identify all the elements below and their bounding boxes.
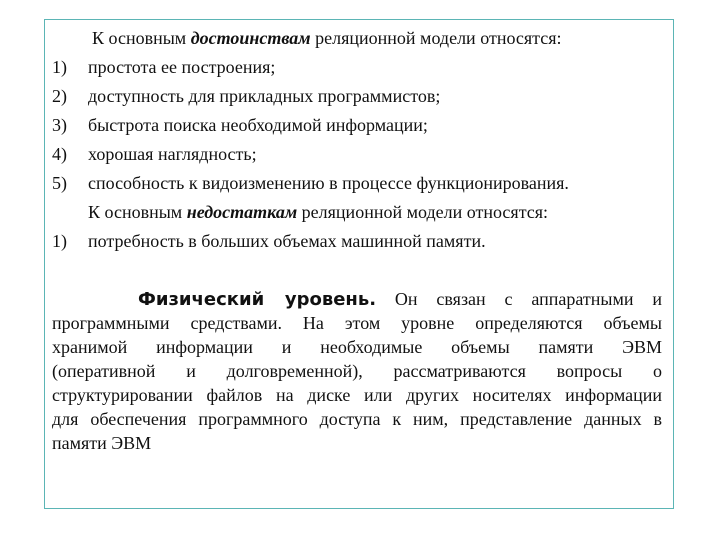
advantages-list	[52, 53, 569, 198]
list-item	[52, 140, 569, 169]
list-item-text: простота ее построения;	[88, 57, 276, 77]
list-item	[52, 111, 569, 140]
paragraph-line: программными средствами. На этом уровне определяются объемы	[52, 313, 662, 333]
paragraph-line: (оперативной и долговременной), рассматриваются вопросы о	[52, 361, 662, 381]
list-item-text: потребность в больших объемах машинной памяти.	[88, 231, 486, 251]
disadvantages-intro	[88, 198, 548, 227]
list-item-text: хорошая наглядность;	[88, 144, 257, 164]
advantages-intro-before: К основным	[92, 28, 191, 48]
physical-level-paragraph	[52, 287, 662, 455]
list-item	[52, 227, 486, 256]
list-item-number: 2)	[52, 86, 67, 106]
paragraph-line	[52, 287, 662, 311]
paragraph-line-text: Он связан с аппаратными и	[376, 289, 662, 309]
list-item-number: 4)	[52, 144, 67, 164]
list-item	[52, 53, 569, 82]
list-item	[52, 82, 569, 111]
list-item	[52, 169, 569, 198]
paragraph-line: для обеспечения программного доступа к ним, представление данных в	[52, 409, 662, 429]
physical-level-title: Физический уровень.	[138, 289, 377, 310]
paragraph-line: хранимой информации и необходимые объемы памяти ЭВМ	[52, 337, 662, 357]
list-item-text: доступность для прикладных программистов;	[88, 86, 441, 106]
list-item-text: способность к видоизменению в процессе функционирования.	[88, 173, 569, 193]
disadvantages-intro-after: реляционной модели относятся:	[297, 202, 549, 222]
list-item-number: 1)	[52, 57, 67, 77]
advantages-keyword: достоинствам	[190, 28, 311, 48]
disadvantages-intro-before: К основным	[88, 202, 187, 222]
paragraph-line: памяти ЭВМ	[52, 433, 152, 453]
list-item-number: 5)	[52, 173, 67, 193]
list-item-text: быстрота поиска необходимой информации;	[88, 115, 428, 135]
advantages-intro	[92, 24, 562, 53]
paragraph-line: структурировании файлов на диске или других носителях информации	[52, 385, 662, 405]
advantages-intro-after: реляционной модели относятся:	[310, 28, 562, 48]
disadvantages-keyword: недостаткам	[186, 202, 298, 222]
list-item-number: 3)	[52, 115, 67, 135]
disadvantages-list	[52, 227, 486, 256]
list-item-number: 1)	[52, 231, 67, 251]
